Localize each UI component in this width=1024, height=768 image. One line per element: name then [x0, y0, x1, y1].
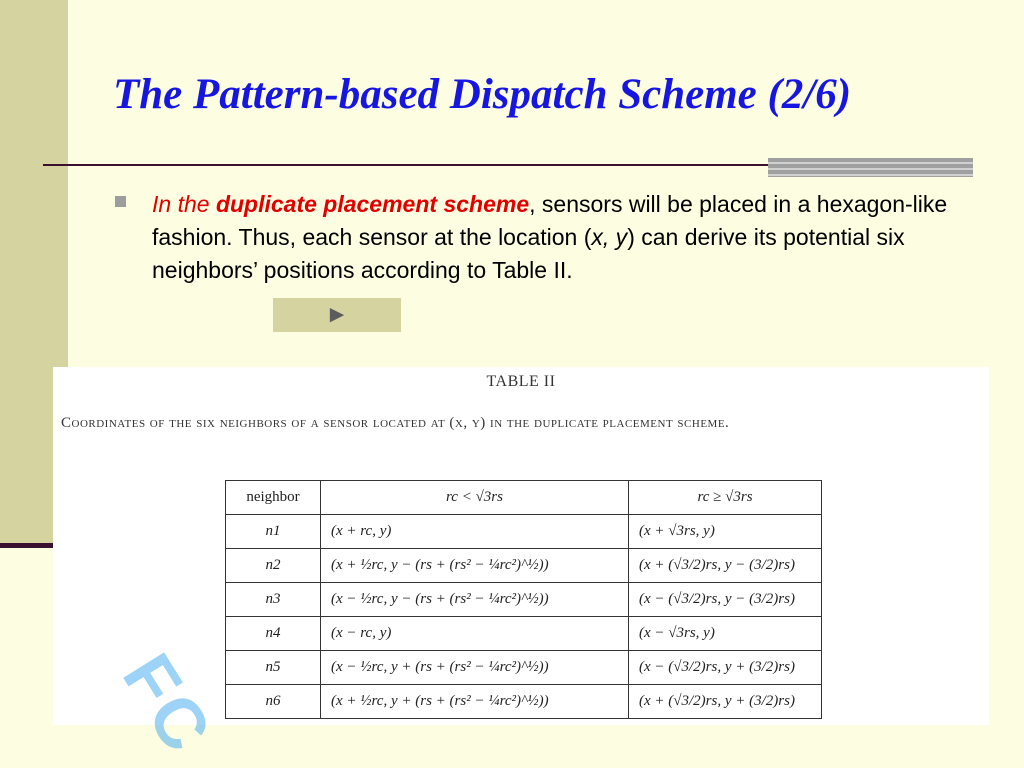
- neighbor-cell: n3: [226, 583, 321, 617]
- case-a-cell: (x + ½rc, y − (rs + (rs² − ¼rc²)^½)): [321, 549, 629, 583]
- bullet-coord: x, y: [591, 224, 628, 250]
- case-b-cell: (x + (√3/2)rs, y + (3/2)rs): [629, 685, 822, 719]
- case-a-cell: (x − ½rc, y + (rs + (rs² − ¼rc²)^½)): [321, 651, 629, 685]
- table-caption: Coordinates of the six neighbors of a sensor located at (x, y) in the duplicate placement scheme.: [61, 415, 730, 431]
- case-a-cell: (x − ½rc, y − (rs + (rs² − ¼rc²)^½)): [321, 583, 629, 617]
- table-row: [226, 685, 822, 719]
- neighbor-cell: n5: [226, 651, 321, 685]
- table-row: [226, 651, 822, 685]
- table-title: TABLE II: [486, 373, 556, 390]
- title-divider-accent: [768, 158, 973, 177]
- neighbor-cell: n2: [226, 549, 321, 583]
- table-row: [226, 617, 822, 651]
- bullet-intro: In the: [152, 191, 216, 217]
- neighbor-cell: n1: [226, 515, 321, 549]
- neighbor-cell: n6: [226, 685, 321, 719]
- play-button[interactable]: [273, 298, 401, 332]
- case-a-cell: (x − rc, y): [321, 617, 629, 651]
- bullet-emphasis: duplicate placement scheme: [215, 191, 530, 217]
- header-case-a: rc < √3rs: [321, 481, 629, 515]
- watermark: FC: [108, 640, 228, 768]
- bullet-text-a: , sensors will be placed in a hexagon-like fashion. Thus, each sensor at the location (: [152, 191, 948, 250]
- case-b-cell: (x − √3rs, y): [629, 617, 822, 651]
- table-row: [226, 549, 822, 583]
- case-b-cell: (x − (√3/2)rs, y − (3/2)rs): [629, 583, 822, 617]
- case-b-cell: (x + (√3/2)rs, y − (3/2)rs): [629, 549, 822, 583]
- table-row: [226, 515, 822, 549]
- neighbors-table: [225, 480, 822, 719]
- case-a-cell: (x + ½rc, y + (rs + (rs² − ¼rc²)^½)): [321, 685, 629, 719]
- play-icon: ►: [325, 301, 349, 328]
- table-row: [226, 583, 822, 617]
- neighbor-cell: n4: [226, 617, 321, 651]
- bullet-text: [152, 188, 952, 287]
- case-b-cell: (x + √3rs, y): [629, 515, 822, 549]
- header-case-b: rc ≥ √3rs: [629, 481, 822, 515]
- table-header-row: [226, 481, 822, 515]
- bullet-text-b: ) can derive its potential six neighbors’ positions according to Table II.: [152, 224, 905, 283]
- slide-title: The Pattern-based Dispatch Scheme (2/6): [113, 71, 852, 118]
- case-a-cell: (x + rc, y): [321, 515, 629, 549]
- bullet-square-icon: [115, 196, 126, 207]
- header-neighbor: neighbor: [226, 481, 321, 515]
- case-b-cell: (x − (√3/2)rs, y + (3/2)rs): [629, 651, 822, 685]
